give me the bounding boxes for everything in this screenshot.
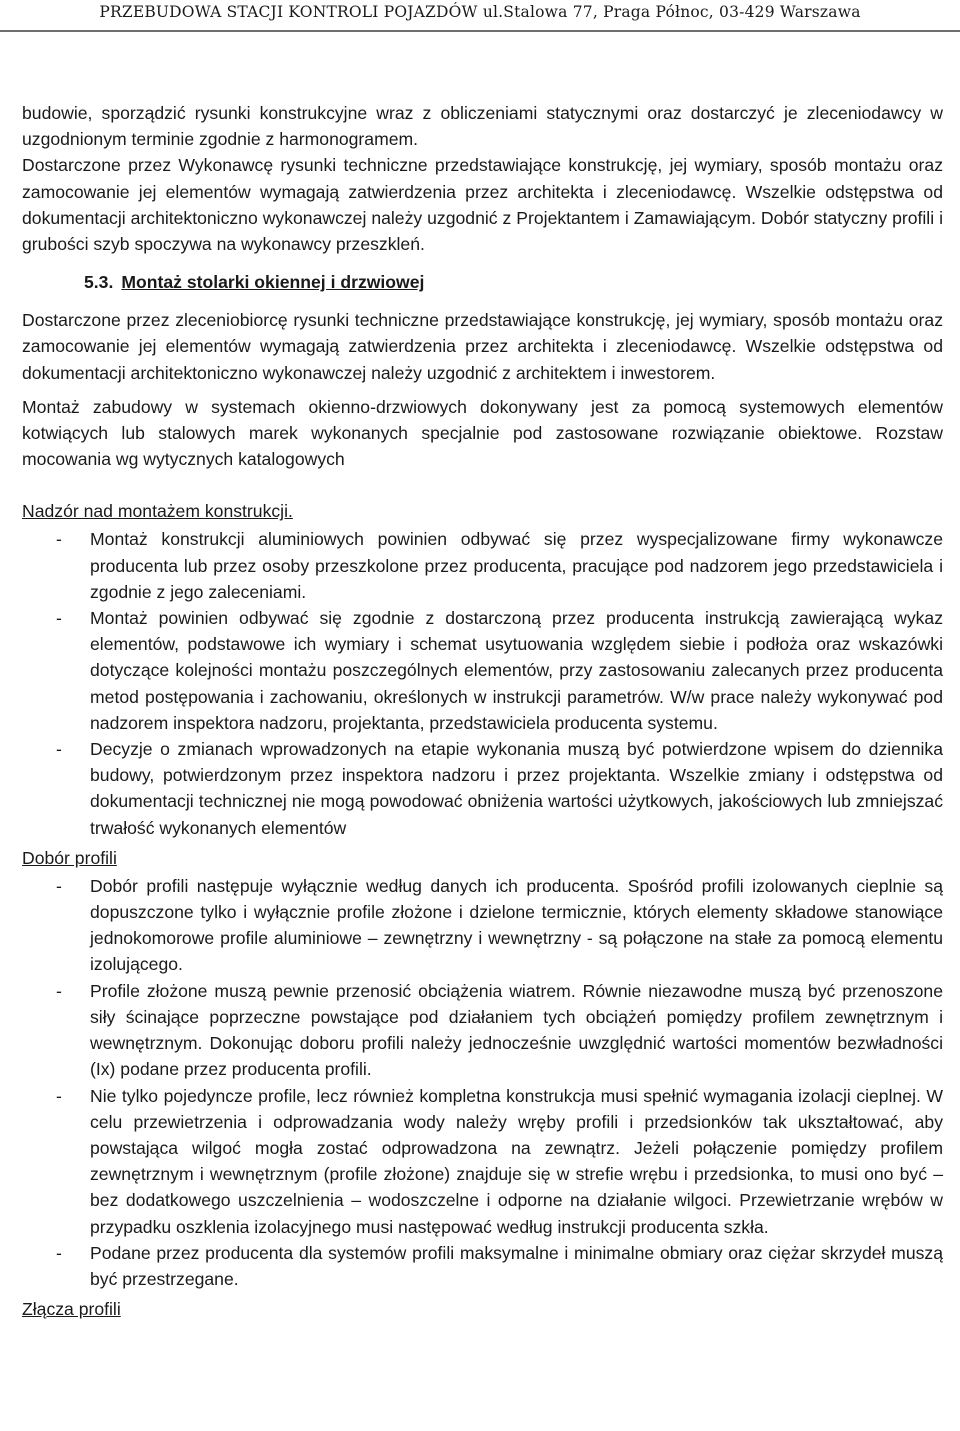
supervision-list [22,526,943,840]
list-item: - Profile złożone muszą pewnie przenosić obciążenia wiatrem. Równie niezawodne muszą być przenoszone siły ścinające poprzeczne powstające pod działaniem tych obciążeń pomiędzy profilem zewnętrznym i wewnętrznym. Dokonując doboru profili należy jednocześnie uwzględnić wartości momentów bezwładności (Ix) podane przez producenta profili. [22,978,943,1083]
running-header: PRZEBUDOWA STACJI KONTROLI POJAZDÓW ul.Stalowa 77, Praga Północ, 03-429 Warszawa [99,3,861,21]
document-body [22,100,943,1322]
list-item: - Nie tylko pojedyncze profile, lecz również kompletna konstrukcja musi spełnić wymagania izolacji cieplnej. W celu przewietrzenia i odprowadzania wody należy wręby profili i przedsionków tak ukształtować, aby powstająca wilgoć mogła zostać odprowadzona na zewnątrz. Jeżeli połączenie pomiędzy profilem zewnętrznym i wewnętrznym (profile złożone) znajduje się w strefie wrębu i przedsionka, to musi ono być – bez dodatkowego uszczelnienia – wodoszczelne i odporne na działanie wilgoci. Przewietrzanie wrębów w przypadku oszklenia izolacyjnego musi następować według instrukcji producenta szkła. [22,1083,943,1240]
section-title: Montaż stolarki okiennej i drzwiowej [121,272,425,293]
intro-paragraph-2: Dostarczone przez Wykonawcę rysunki techniczne przedstawiające konstrukcję, jej wymiary, sposób montażu oraz zamocowanie jej elementów wymagają zatwierdzenia przez architekta i zleceniodawcę. Wszelkie odstępstwa od dokumentacji architektoniczno wykonawczej należy uzgodnić z Projektantem i Zamawiającym. Dobór statyczny profili i grubości szyb spoczywa na wykonawcy przeszkleń. [22,155,943,255]
spacer [22,295,943,307]
list-item: - Decyzje o zmianach wprowadzonych na etapie wykonania muszą być potwierdzone wpisem do dziennika budowy, potwierdzonym przez inspektora nadzoru i przez projektanta. Wszelkie zmiany i odstępstwa od dokumentacji technicznej nie mogą powodować obniżenia wartości użytkowych, jakościowych lub zmniejszać trwałość wykonanych elementów [22,736,943,841]
list-item: - Podane przez producenta dla systemów profili maksymalne i minimalne obmiary oraz ciężar skrzydeł muszą być przestrzegane. [22,1240,943,1292]
section-heading [84,269,943,295]
profiles-heading: Dobór profili [22,847,117,868]
list-item: - Montaż konstrukcji aluminiowych powinien odbywać się przez wyspecjalizowane firmy wykonawcze producenta lub przez osoby przeszkolone przez producenta, pracujące pod nadzorem jego przedstawiciela i zgodnie z jego zaleceniami. [22,526,943,605]
section-paragraph-1: Dostarczone przez zleceniobiorcę rysunki techniczne przedstawiające konstrukcję, jej wymiary, sposób montażu oraz zamocowanie jej elementów wymagają zatwierdzenia przez architekta i zleceniodawcę. Wszelkie odstępstwa od dokumentacji architektoniczno wykonawczej należy uzgodnić z architektem i inwestorem. [22,310,943,383]
spacer [22,386,943,394]
supervision-heading: Nadzór nad montażem konstrukcji. [22,501,293,522]
joints-heading: Złącza profili [22,1299,121,1320]
profiles-list [22,873,943,1292]
header-divider [0,30,960,32]
list-item: - Dobór profili następuje wyłącznie według danych ich producenta. Spośród profili izolowanych cieplnie są dopuszczone tylko i wyłącznie profile złożone i dzielone termicznie, których elementy składowe stanowiące jednokomorowe profile aluminiowe – zewnętrzny i wewnętrzny - są połączone na stałe za pomocą elementu izolującego. [22,873,943,978]
section-paragraph-2: Montaż zabudowy w systemach okienno-drzwiowych dokonywany jest za pomocą systemowych elementów kotwiących lub stalowych marek wykonanych specjalnie pod zastosowane rozwiązanie obiektowe. Rozstaw mocowania wg wytycznych katalogowych [22,396,943,470]
list-item: - Montaż powinien odbywać się zgodnie z dostarczoną przez producenta instrukcją zawierającą wykaz elementów, podstawowe ich wymiary i schemat usytuowania względem siebie i podłoża oraz wskazówki dotyczące kolejności montażu poszczególnych elementów, przy zastosowaniu zalecanych przez producenta metod postępowania i zachowaniu, określonych w instrukcji parametrów. W/w prace należy wykonywać pod nadzorem inspektora nadzoru, projektanta, przedstawiciela producenta systemu. [22,605,943,736]
section-number: 5.3. [84,272,114,293]
intro-paragraph-1: budowie, sporządzić rysunki konstrukcyjne wraz z obliczeniami statycznymi oraz dostarczyć je zleceniodawcy w uzgodnionym terminie zgodnie z harmonogramem. [22,103,943,150]
